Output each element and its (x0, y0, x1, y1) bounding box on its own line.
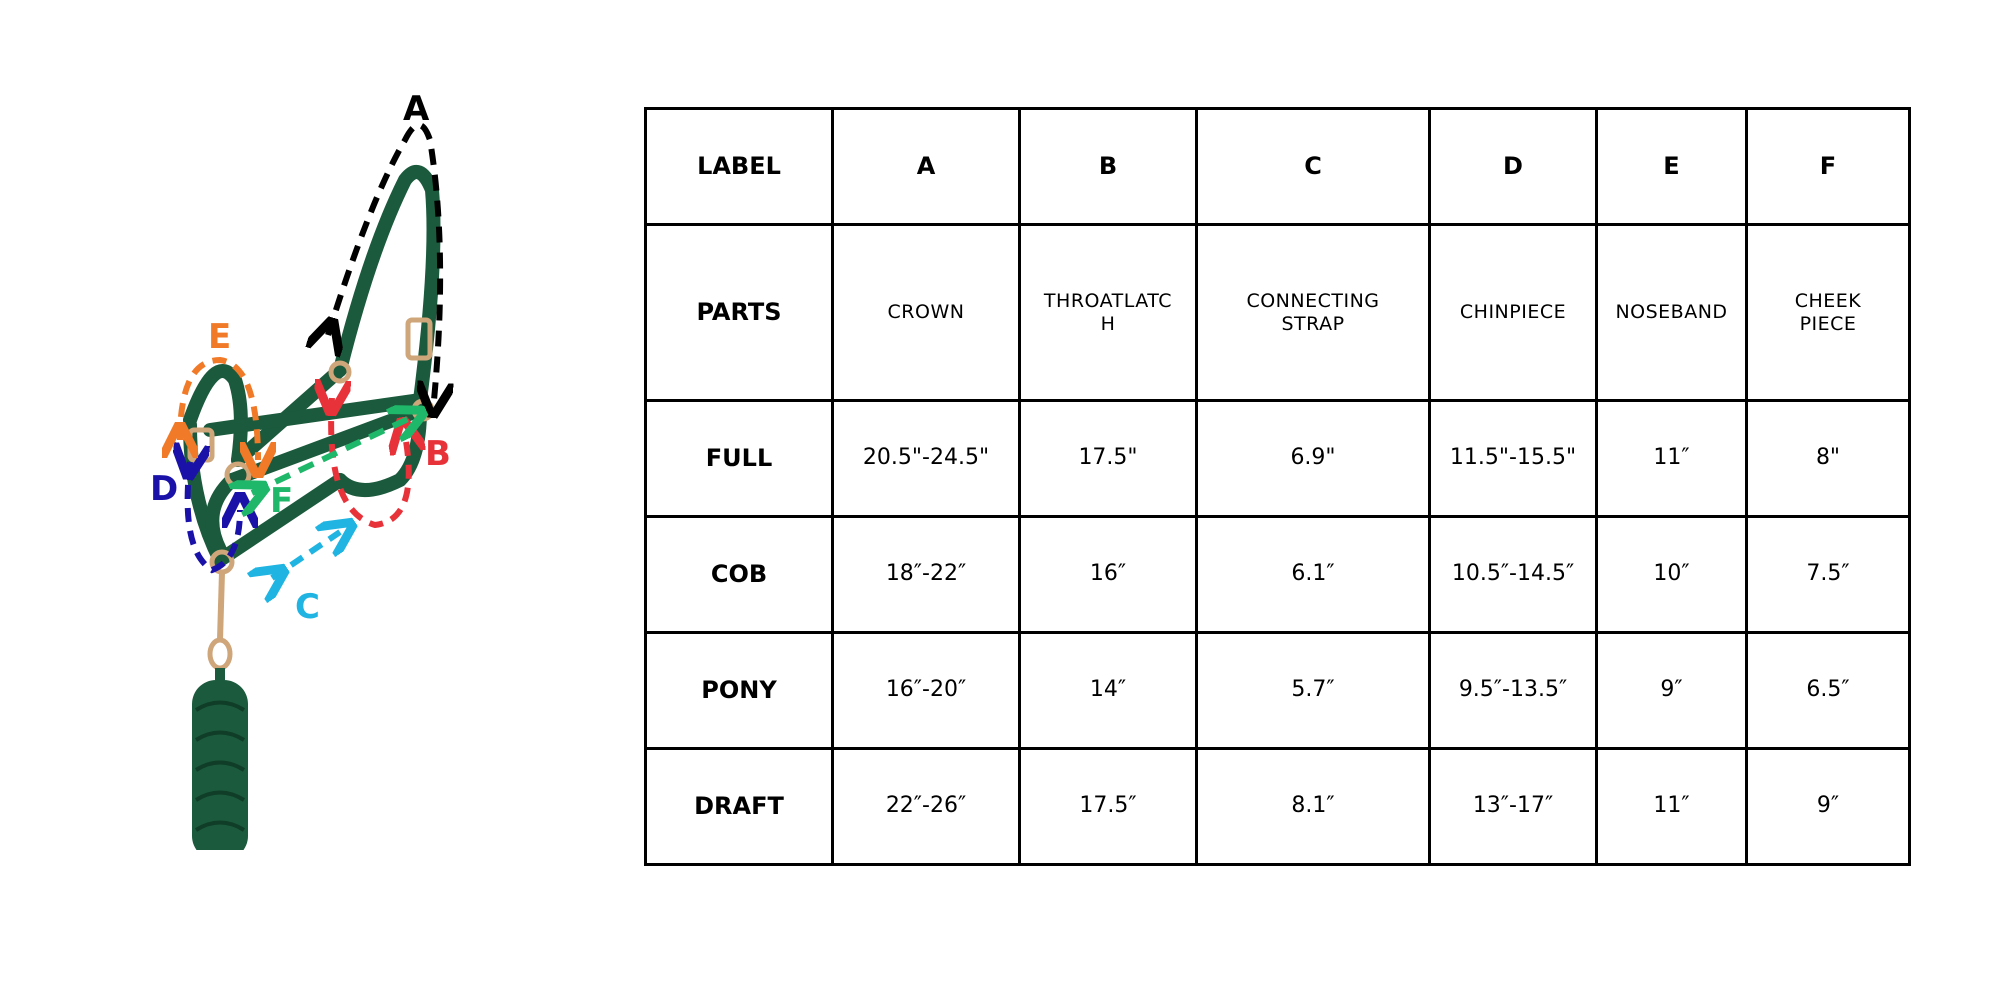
table-cell: 16″ (1020, 517, 1197, 633)
table-cell: 13″-17″ (1430, 749, 1597, 865)
table-cell: 17.5″ (1020, 749, 1197, 865)
table-cell: 16″-20″ (833, 633, 1020, 749)
part-name-text: THROATLATCH (1043, 289, 1173, 335)
column-header: C (1197, 109, 1430, 225)
label-f: F (270, 481, 294, 521)
halter-diagram (120, 80, 500, 850)
table-row (646, 633, 1910, 749)
table-cell: 8.1″ (1197, 749, 1430, 865)
parts-header: PARTS (646, 225, 833, 401)
arrow-c (272, 532, 340, 578)
halter-illustration (190, 172, 434, 560)
table-cell: 6.9" (1197, 401, 1430, 517)
table-cell: 17.5" (1020, 401, 1197, 517)
part-name-text: CHEEK PIECE (1794, 289, 1862, 335)
size-name: PONY (646, 633, 833, 749)
size-name: FULL (646, 401, 833, 517)
size-name: DRAFT (646, 749, 833, 865)
table-row (646, 401, 1910, 517)
part-name (1197, 225, 1430, 401)
part-name-text: CROWN (887, 301, 965, 324)
column-header: E (1597, 109, 1747, 225)
size-chart-table (644, 107, 1911, 866)
part-name-text: NOSEBAND (1615, 301, 1728, 324)
column-header: F (1747, 109, 1910, 225)
label-e: E (208, 317, 232, 357)
lead-rope (192, 572, 248, 850)
table-cell: 6.1″ (1197, 517, 1430, 633)
table-cell: 10.5″-14.5″ (1430, 517, 1597, 633)
table-row (646, 517, 1910, 633)
part-name (1020, 225, 1197, 401)
table-cell: 9″ (1597, 633, 1747, 749)
table-cell: 7.5″ (1747, 517, 1910, 633)
table-cell: 9.5″-13.5″ (1430, 633, 1597, 749)
table-cell: 22″-26″ (833, 749, 1020, 865)
label-b: B (425, 434, 451, 474)
table-cell: 11.5"-15.5" (1430, 401, 1597, 517)
label-c: C (295, 587, 320, 627)
table-cell: 11″ (1597, 401, 1747, 517)
table-cell: 18″-22″ (833, 517, 1020, 633)
column-header: D (1430, 109, 1597, 225)
parts-row (646, 225, 1910, 401)
size-name: COB (646, 517, 833, 633)
label-header: LABEL (646, 109, 833, 225)
part-name (1747, 225, 1910, 401)
table-cell: 11″ (1597, 749, 1747, 865)
table-cell: 5.7″ (1197, 633, 1430, 749)
table-cell: 6.5″ (1747, 633, 1910, 749)
table-row (646, 749, 1910, 865)
table-cell: 8" (1747, 401, 1910, 517)
part-name (1597, 225, 1747, 401)
column-header: B (1020, 109, 1197, 225)
part-name-text: CHINPIECE (1459, 301, 1567, 324)
column-header: A (833, 109, 1020, 225)
header-row (646, 109, 1910, 225)
part-name (833, 225, 1020, 401)
part-name-text: CONNECTING STRAP (1246, 289, 1380, 335)
label-d: D (150, 469, 179, 509)
label-a: A (403, 89, 430, 129)
table-cell: 10″ (1597, 517, 1747, 633)
table-cell: 9″ (1747, 749, 1910, 865)
table-cell: 20.5"-24.5" (833, 401, 1020, 517)
table-cell: 14″ (1020, 633, 1197, 749)
part-name (1430, 225, 1597, 401)
